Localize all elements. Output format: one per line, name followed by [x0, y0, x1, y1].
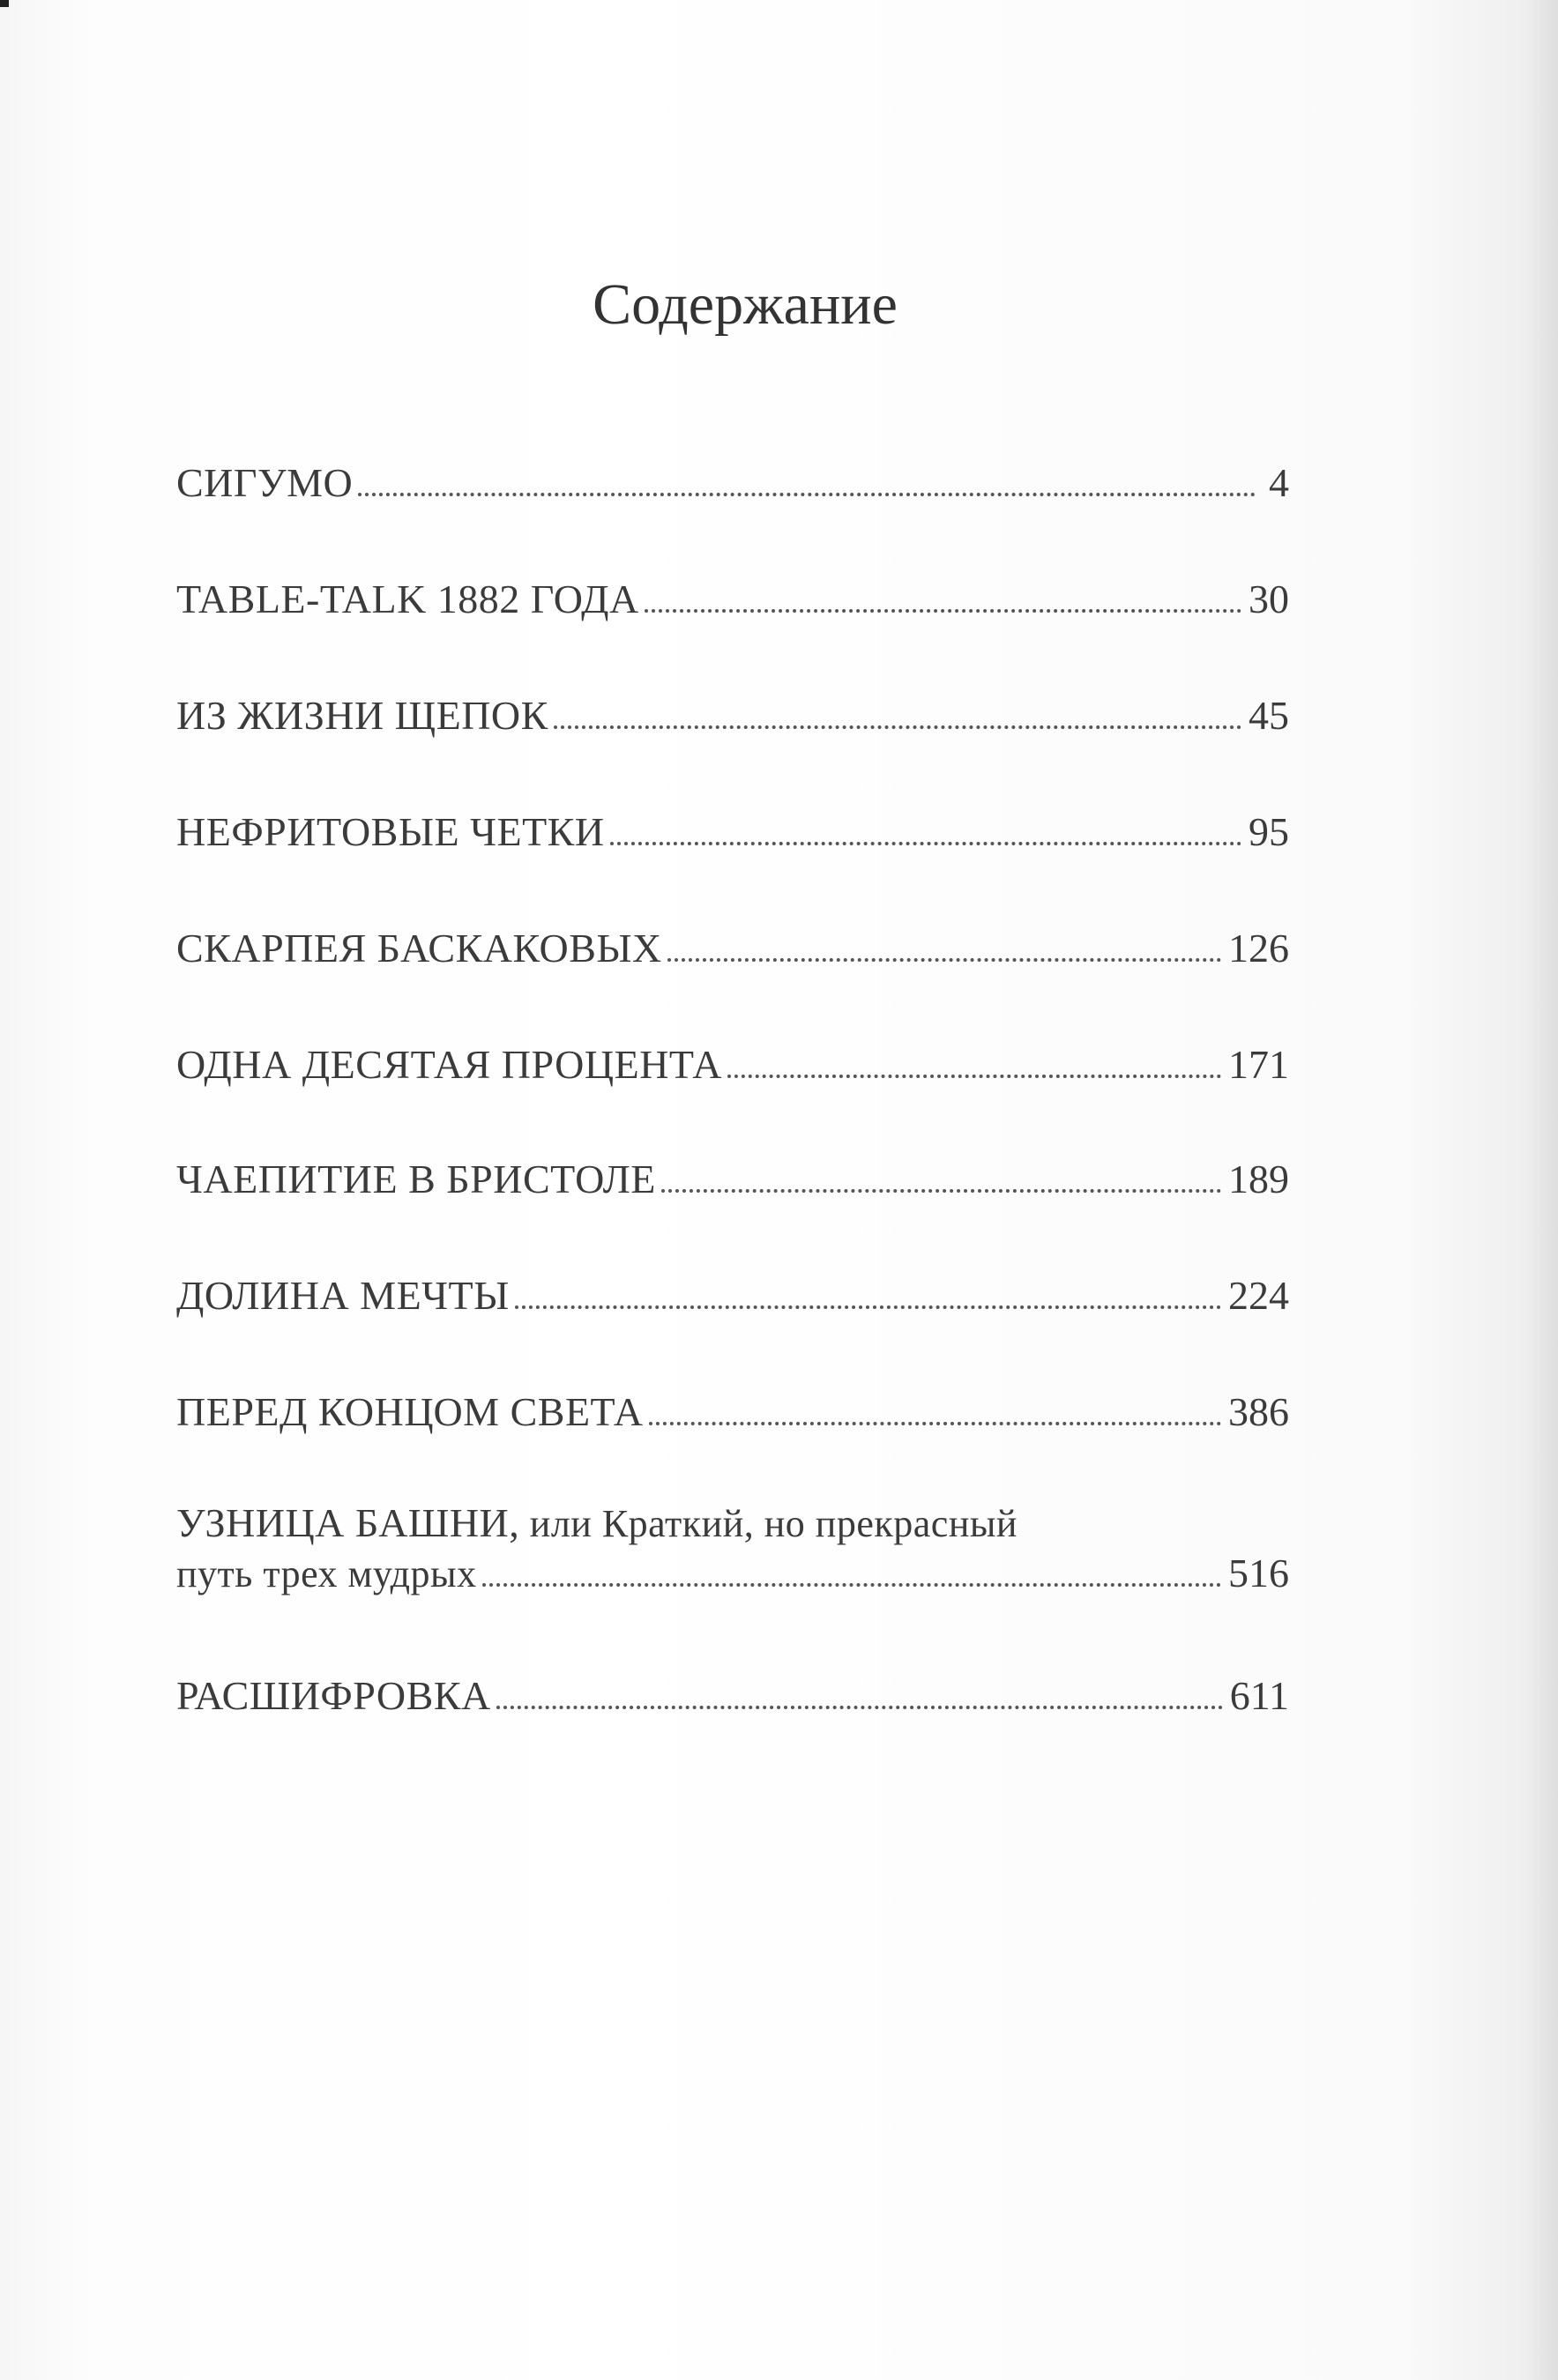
dot-leader	[496, 1706, 1223, 1709]
toc-entry-page: 95	[1249, 809, 1289, 854]
dot-leader	[554, 725, 1241, 729]
dot-leader	[667, 958, 1221, 962]
toc-entry-title: ИЗ ЖИЗНИ ЩЕПОК	[176, 693, 548, 738]
page-edge-shadow	[1523, 0, 1558, 2380]
toc-entry-title-rest: или Краткий, но прекрасный	[519, 1502, 1018, 1545]
toc-entry-page: 611	[1229, 1673, 1289, 1718]
toc-entry-page: 516	[1228, 1551, 1289, 1595]
toc-entry-page: 126	[1228, 926, 1289, 971]
dot-leader	[358, 493, 1256, 496]
dot-leader	[649, 1422, 1221, 1425]
toc-entry-title: ОДНА ДЕСЯТАЯ ПРОЦЕНТА	[176, 1042, 722, 1087]
toc-entry-page: 45	[1249, 693, 1289, 738]
toc-entry-page: 171	[1228, 1042, 1289, 1087]
toc-entry-title: ЧАЕПИТИЕ В БРИСТОЛЕ	[176, 1157, 656, 1201]
toc-entry	[176, 1271, 1289, 1320]
toc-entry	[176, 924, 1289, 973]
toc-entry-title: РАСШИФРОВКА	[176, 1673, 491, 1718]
page-title: Содержание	[593, 272, 898, 338]
toc-entry-title-line1	[176, 1499, 1289, 1549]
toc-entry	[176, 575, 1289, 624]
toc-entry-title-caps: УЗНИЦА БАШНИ,	[176, 1500, 520, 1545]
toc-entry	[176, 1155, 1289, 1204]
dot-leader	[515, 1305, 1221, 1309]
toc-entry-page: 224	[1228, 1273, 1289, 1318]
toc-entry	[176, 807, 1289, 857]
toc-entry	[176, 691, 1289, 740]
dot-leader	[661, 1189, 1221, 1193]
toc-entry-page: 189	[1228, 1157, 1289, 1201]
dot-leader	[482, 1583, 1221, 1587]
toc-entry	[176, 1040, 1289, 1090]
toc-entry-title: СКАРПЕЯ БАСКАКОВЫХ	[176, 926, 662, 971]
toc-entry	[176, 1387, 1289, 1437]
toc-entry	[176, 1671, 1289, 1721]
toc-entry-title: ДОЛИНА МЕЧТЫ	[176, 1273, 510, 1318]
toc-entry-multiline	[176, 1499, 1289, 1599]
toc-entry-page: 386	[1228, 1389, 1289, 1434]
toc-entry-title: ПЕРЕД КОНЦОМ СВЕТА	[176, 1389, 644, 1434]
corner-mark	[0, 0, 9, 7]
toc-entry-page: 4	[1269, 460, 1289, 505]
dot-leader	[645, 609, 1241, 613]
toc-entry-title: НЕФРИТОВЫЕ ЧЕТКИ	[176, 809, 605, 854]
toc-entry	[176, 458, 1289, 508]
toc-entry-title: TABLE-TALK 1882 ГОДА	[176, 576, 639, 621]
dot-leader	[610, 842, 1241, 845]
toc-entry-title: СИГУМО	[176, 460, 354, 505]
toc-entry-title-line2: путь трех мудрых	[176, 1552, 477, 1595]
dot-leader	[727, 1075, 1221, 1078]
toc-entry-page: 30	[1249, 576, 1289, 621]
